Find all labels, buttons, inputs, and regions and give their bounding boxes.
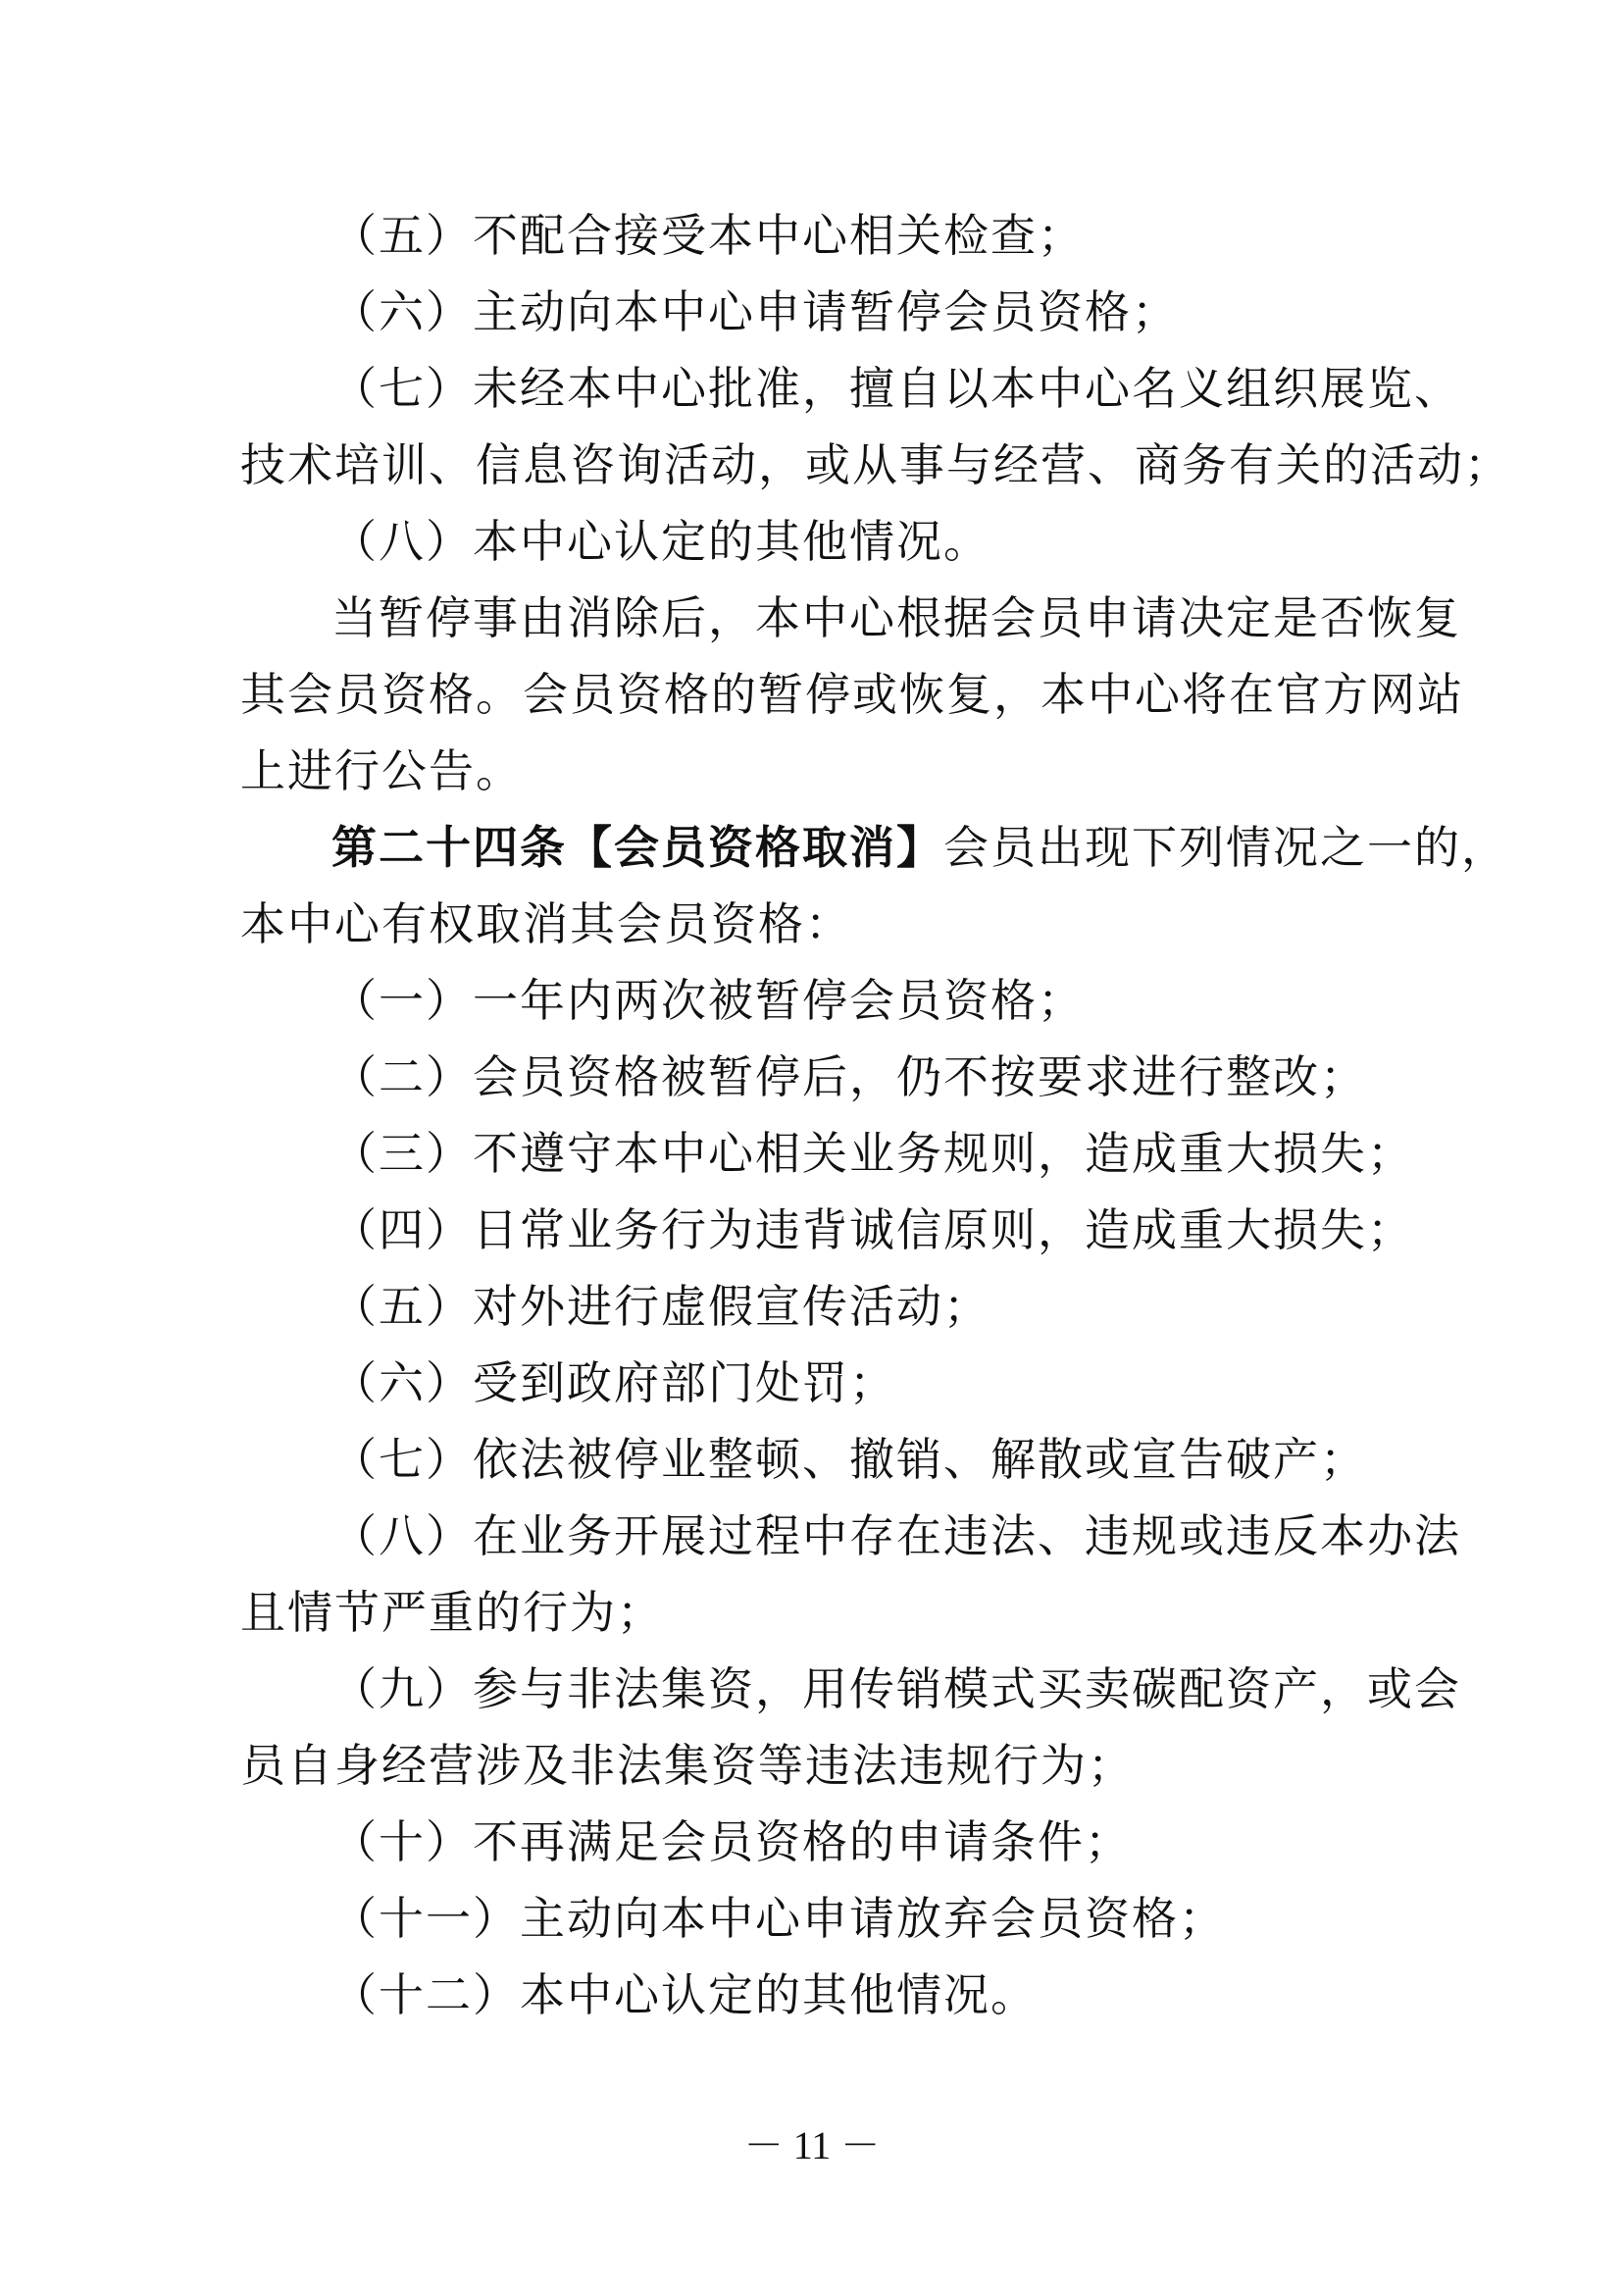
article-24-heading: 第二十四条【会员资格取消】	[331, 821, 943, 874]
cancel-clause-12: （十二）本中心认定的其他情况。	[331, 1968, 1038, 2021]
restore-paragraph-line-2: 其会员资格。会员资格的暂停或恢复，本中心将在官方网站	[240, 668, 1464, 721]
cancel-clause-2: （二）会员资格被暂停后，仍不按要求进行整改；	[331, 1050, 1367, 1103]
cancel-clause-10: （十）不再满足会员资格的申请条件；	[331, 1815, 1132, 1868]
cancel-clause-4: （四）日常业务行为违背诚信原则，造成重大损失；	[331, 1203, 1414, 1256]
page-number: － 11 －	[743, 2123, 881, 2167]
cancel-clause-7: （七）依法被停业整顿、撤销、解散或宣告破产；	[331, 1433, 1367, 1486]
restore-paragraph-line-1: 当暂停事由消除后，本中心根据会员申请决定是否恢复	[331, 591, 1461, 644]
clause-6-line: （六）主动向本中心申请暂停会员资格；	[331, 285, 1179, 338]
article-24-line-1	[331, 816, 1508, 879]
cancel-clause-11: （十一）主动向本中心申请放弃会员资格；	[331, 1892, 1226, 1945]
cancel-clause-8-line-2: 且情节严重的行为；	[240, 1586, 664, 1639]
cancel-clause-9-line-2: 员自身经营涉及非法集资等违法违规行为；	[240, 1739, 1135, 1792]
restore-paragraph-line-3: 上进行公告。	[240, 744, 523, 797]
cancel-clause-8-line-1: （八）在业务开展过程中存在违法、违规或违反本办法	[331, 1509, 1461, 1562]
cancel-clause-3: （三）不遵守本中心相关业务规则，造成重大损失；	[331, 1127, 1414, 1180]
article-24-line-2: 本中心有权取消其会员资格：	[240, 897, 852, 950]
cancel-clause-6: （六）受到政府部门处罚；	[331, 1356, 896, 1409]
cancel-clause-9-line-1: （九）参与非法集资，用传销模式买卖碳配资产，或会	[331, 1662, 1461, 1715]
clause-8-line: （八）本中心认定的其他情况。	[331, 515, 990, 568]
clause-5-line: （五）不配合接受本中心相关检查；	[331, 209, 1085, 262]
article-24-intro: 会员出现下列情况之一的，	[943, 821, 1508, 874]
cancel-clause-1: （一）一年内两次被暂停会员资格；	[331, 974, 1085, 1027]
clause-7-line-1: （七）未经本中心批准，擅自以本中心名义组织展览、	[331, 362, 1461, 415]
cancel-clause-5: （五）对外进行虚假宣传活动；	[331, 1280, 990, 1333]
clause-7-line-2: 技术培训、信息咨询活动，或从事与经营、商务有关的活动；	[240, 438, 1511, 491]
